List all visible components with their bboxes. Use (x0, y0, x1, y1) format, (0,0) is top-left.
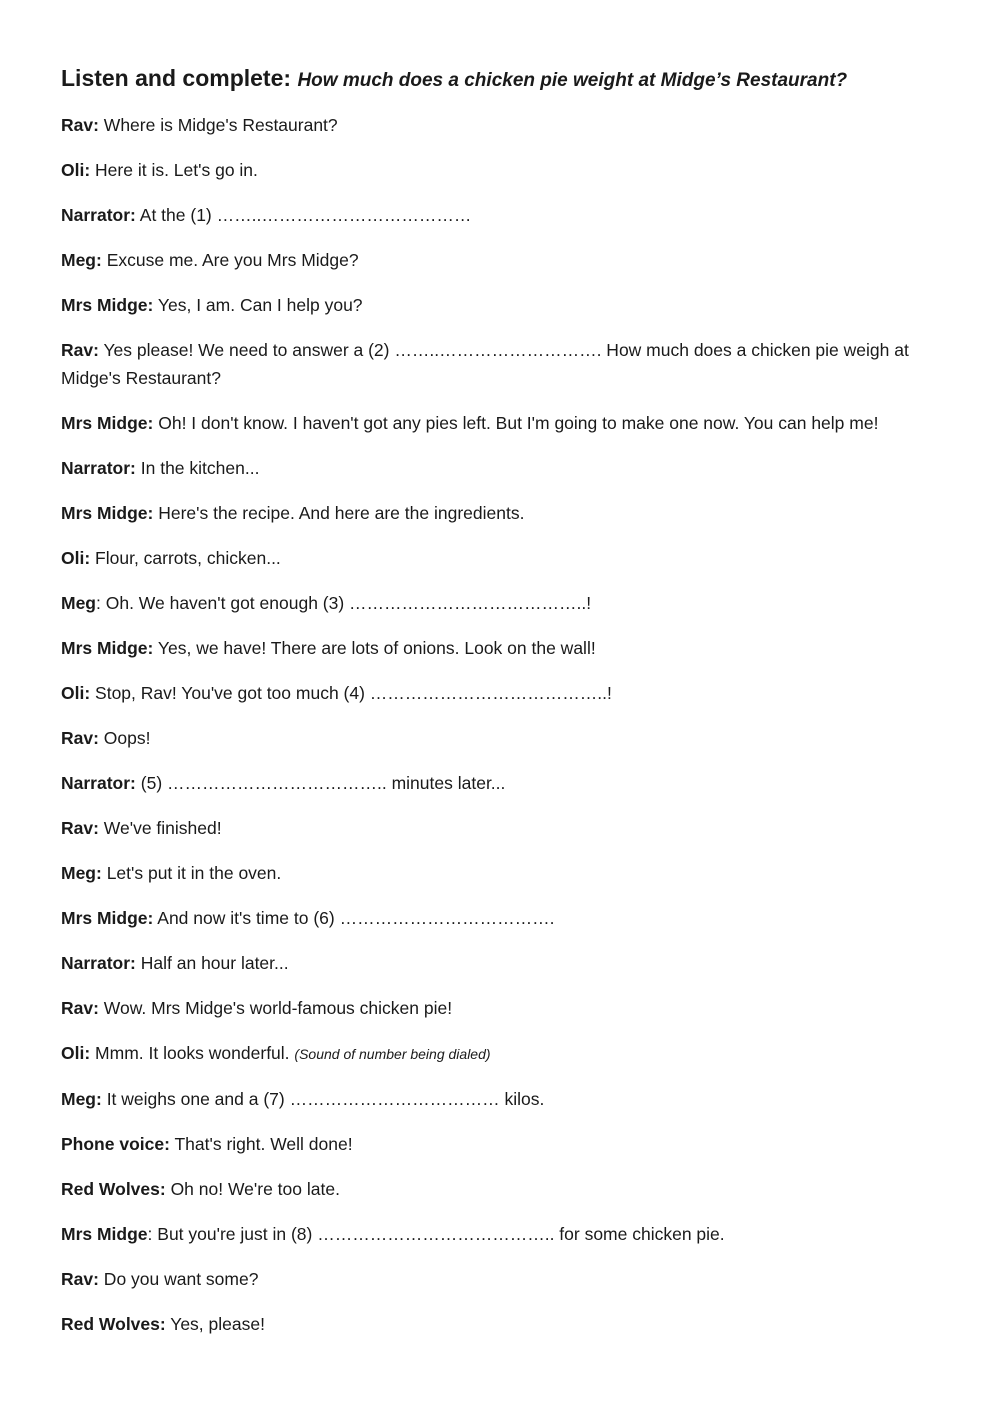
speaker-name: Rav: (61, 115, 99, 135)
stage-direction: (Sound of number being dialed) (294, 1046, 491, 1062)
dialogue-line (61, 544, 941, 572)
page-title (61, 62, 941, 97)
title-question: How much does a chicken pie weight at Midge’s Restaurant? (297, 70, 848, 91)
dialogue (61, 111, 941, 1338)
speaker-name: Rav: (61, 818, 99, 838)
dialogue-line (61, 814, 941, 842)
speaker-name: Rav: (61, 728, 99, 748)
dialogue-line (61, 1175, 941, 1203)
speaker-name: Narrator: (61, 205, 136, 225)
speaker-name: Oli: (61, 548, 91, 568)
dialogue-line (61, 409, 941, 437)
dialogue-line (61, 769, 941, 797)
speaker-name: Mrs Midge: (61, 295, 154, 315)
dialogue-line (61, 994, 941, 1022)
speaker-name: Narrator: (61, 458, 136, 478)
speaker-name: Oli: (61, 160, 91, 180)
speaker-name: Phone voice: (61, 1134, 170, 1154)
line-text: Yes, I am. Can I help you? (153, 295, 363, 315)
speaker-name: Rav: (61, 340, 99, 360)
speaker-name: Narrator: (61, 773, 136, 793)
line-text: At the (1) ……..……………………………… (135, 205, 472, 225)
line-text: Flour, carrots, chicken... (90, 548, 281, 568)
dialogue-line (61, 246, 941, 274)
title-heading: Listen and complete: (61, 65, 292, 91)
speaker-name: Oli: (61, 683, 91, 703)
line-text: Here's the recipe. And here are the ingredients. (153, 503, 525, 523)
line-text: Do you want some? (98, 1269, 259, 1289)
line-text: Here it is. Let's go in. (90, 160, 258, 180)
speaker-name: Red Wolves: (61, 1314, 166, 1334)
line-text: Yes, please! (165, 1314, 265, 1334)
line-text: Yes please! We need to answer a (2) ……..………………………. How much does a chicken pie weigh at Midge's Restaurant? (61, 340, 909, 388)
speaker-name: Meg: (61, 863, 102, 883)
line-text: It weighs one and a (7) ……………………………… kilos. (101, 1089, 545, 1109)
dialogue-line (61, 589, 941, 617)
dialogue-line (61, 111, 941, 139)
speaker-name: Mrs Midge: (61, 908, 154, 928)
speaker-name: Mrs Midge (61, 1224, 148, 1244)
line-text: Oh! I don't know. I haven't got any pies left. But I'm going to make one now. You can help me! (153, 413, 879, 433)
dialogue-line (61, 904, 941, 932)
dialogue-line (61, 1220, 941, 1248)
line-text: Wow. Mrs Midge's world-famous chicken pie! (98, 998, 453, 1018)
line-text: : Oh. We haven't got enough (3) …………………………………..! (96, 593, 592, 613)
line-text: Mmm. It looks wonderful. (90, 1043, 295, 1063)
dialogue-line (61, 201, 941, 229)
speaker-name: Rav: (61, 998, 99, 1018)
speaker-name: Mrs Midge: (61, 413, 154, 433)
dialogue-line (61, 679, 941, 707)
dialogue-line (61, 1039, 941, 1068)
line-text: In the kitchen... (135, 458, 260, 478)
dialogue-line (61, 291, 941, 319)
dialogue-line (61, 724, 941, 752)
dialogue-line (61, 499, 941, 527)
dialogue-line (61, 859, 941, 887)
dialogue-line (61, 949, 941, 977)
speaker-name: Meg (61, 593, 96, 613)
speaker-name: Mrs Midge: (61, 503, 154, 523)
line-text: Oops! (98, 728, 151, 748)
speaker-name: Meg: (61, 250, 102, 270)
line-text: Yes, we have! There are lots of onions. Look on the wall! (153, 638, 596, 658)
line-text: Let's put it in the oven. (101, 863, 282, 883)
dialogue-line (61, 156, 941, 184)
dialogue-line (61, 1130, 941, 1158)
line-text: And now it's time to (6) ………………………………. (153, 908, 555, 928)
dialogue-line (61, 1085, 941, 1113)
dialogue-line (61, 634, 941, 662)
speaker-name: Meg: (61, 1089, 102, 1109)
line-text: Excuse me. Are you Mrs Midge? (101, 250, 359, 270)
line-text: : But you're just in (8) ………………………………….. for some chicken pie. (147, 1224, 725, 1244)
dialogue-line (61, 1265, 941, 1293)
line-text: We've finished! (98, 818, 222, 838)
line-text: Where is Midge's Restaurant? (98, 115, 338, 135)
line-text: Stop, Rav! You've got too much (4) …………………………………..! (90, 683, 612, 703)
speaker-name: Red Wolves: (61, 1179, 166, 1199)
dialogue-line (61, 336, 941, 392)
speaker-name: Mrs Midge: (61, 638, 154, 658)
line-text: (5) ……………………………….. minutes later... (135, 773, 506, 793)
line-text: Oh no! We're too late. (165, 1179, 340, 1199)
line-text: That's right. Well done! (169, 1134, 353, 1154)
dialogue-line (61, 454, 941, 482)
speaker-name: Rav: (61, 1269, 99, 1289)
speaker-name: Narrator: (61, 953, 136, 973)
speaker-name: Oli: (61, 1043, 91, 1063)
worksheet (61, 62, 941, 1355)
dialogue-line (61, 1310, 941, 1338)
line-text: Half an hour later... (135, 953, 289, 973)
